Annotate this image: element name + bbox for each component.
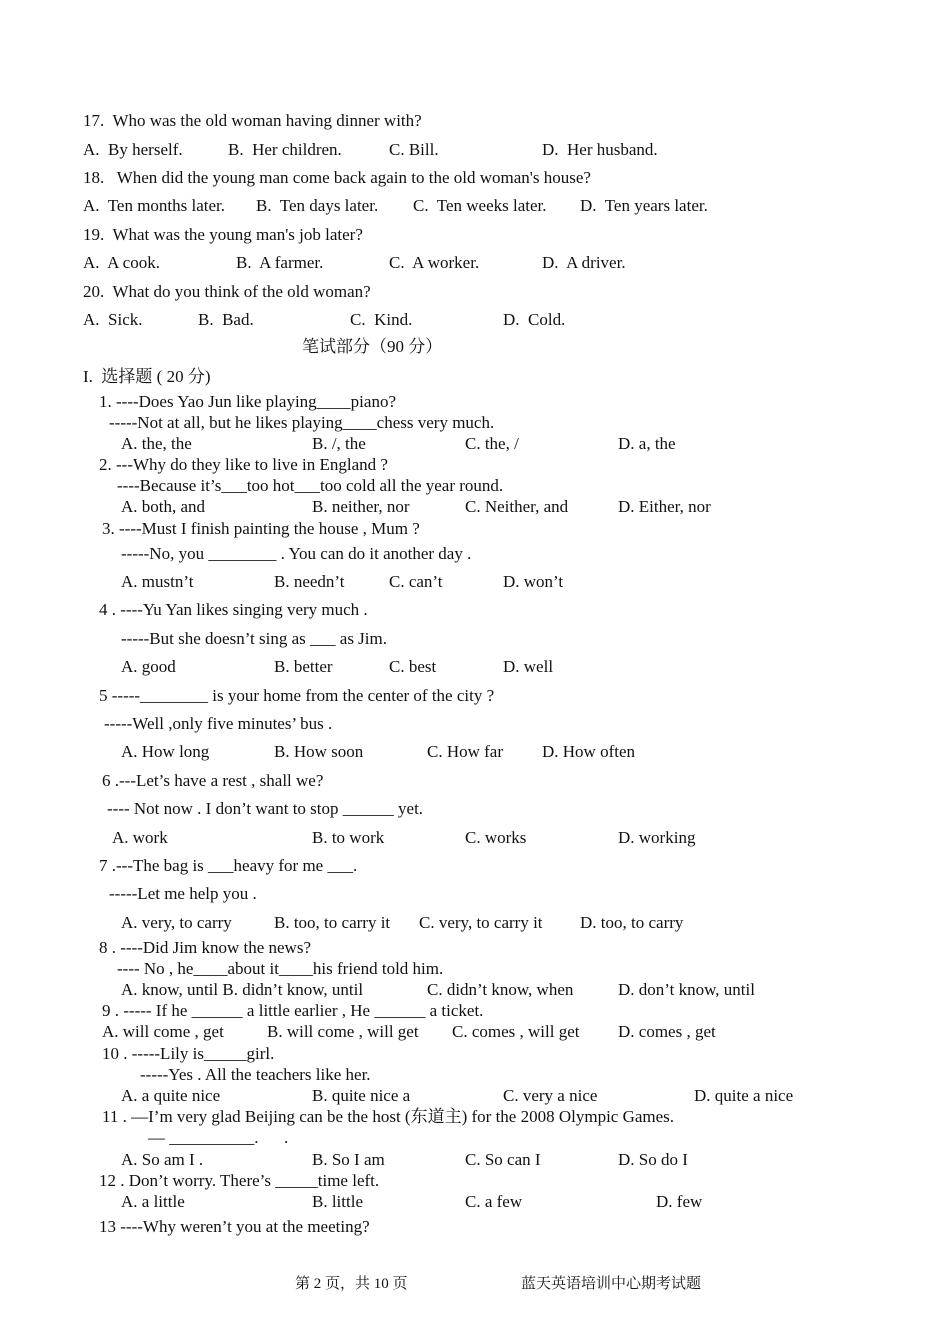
option-17a: A. By herself.	[83, 140, 183, 159]
mc3-option-c: C. can’t	[389, 572, 443, 591]
mc5-option-b: B. How soon	[274, 742, 364, 761]
mc4-option-a: A. good	[121, 657, 176, 676]
mc6-option-a: A. work	[112, 828, 168, 847]
mc13-line1: 13 ----Why weren’t you at the meeting?	[99, 1217, 370, 1236]
option-18c: C. Ten weeks later.	[413, 196, 547, 215]
mc3-option-d: D. won’t	[503, 572, 564, 591]
option-17b: B. Her children.	[228, 140, 342, 159]
mc11-option-c: C. So can I	[465, 1150, 541, 1169]
mc12-option-c: C. a few	[465, 1192, 523, 1211]
mc8-line2: ---- No , he____about it____his friend told him.	[117, 959, 444, 978]
mc7-option-b: B. too, to carry it	[274, 913, 391, 932]
mc5-option-c: C. How far	[427, 742, 504, 761]
mc11-line2: — __________. .	[148, 1128, 289, 1147]
mc12-option-b: B. little	[312, 1192, 363, 1211]
option-20b: B. Bad.	[198, 310, 254, 329]
option-18a: A. Ten months later.	[83, 196, 226, 215]
mc11-option-d: D. So do I	[618, 1150, 688, 1169]
mc10-option-c: C. very a nice	[503, 1086, 598, 1105]
mc3-option-b: B. needn’t	[274, 572, 345, 591]
mc9-option-c: C. comes , will get	[452, 1022, 580, 1041]
option-18b: B. Ten days later.	[256, 196, 379, 215]
mc5-option-d: D. How often	[542, 742, 636, 761]
mc4-option-d: D. well	[503, 657, 554, 676]
mc6-option-c: C. works	[465, 828, 527, 847]
option-17d: D. Her husband.	[542, 140, 658, 159]
mc12-option-a: A. a little	[121, 1192, 185, 1211]
mc11-line1: 11 . —I’m very glad Beijing can be the host (东道主) for the 2008 Olympic Games.	[102, 1107, 675, 1126]
option-20d: D. Cold.	[503, 310, 566, 329]
option-17c: C. Bill.	[389, 140, 439, 159]
mc4-option-b: B. better	[274, 657, 333, 676]
mc1-line1: 1. ----Does Yao Jun like playing____piano?	[99, 392, 396, 411]
mc11-option-a: A. So am I .	[121, 1150, 204, 1169]
mc6-option-b: B. to work	[312, 828, 385, 847]
mc7-line2: -----Let me help you .	[109, 884, 257, 903]
section-1-title: I. 选择题 ( 20 分)	[83, 367, 211, 386]
option-19c: C. A worker.	[389, 253, 480, 272]
mc2-option-b: B. neither, nor	[312, 497, 410, 516]
mc6-line1: 6 .---Let’s have a rest , shall we?	[102, 771, 324, 790]
mc1-option-c: C. the, /	[465, 434, 519, 453]
option-18d: D. Ten years later.	[580, 196, 708, 215]
option-19b: B. A farmer.	[236, 253, 324, 272]
mc8-option-d: D. don’t know, until	[618, 980, 755, 999]
mc12-line1: 12 . Don’t worry. There’s _____time left.	[99, 1171, 380, 1190]
mc1-option-d: D. a, the	[618, 434, 676, 453]
option-19a: A. A cook.	[83, 253, 160, 272]
mc2-option-d: D. Either, nor	[618, 497, 711, 516]
mc6-option-d: D. working	[618, 828, 696, 847]
question-17: 17. Who was the old woman having dinner with?	[83, 111, 422, 130]
mc1-line2: -----Not at all, but he likes playing____chess very much.	[109, 413, 495, 432]
mc10-option-d: D. quite a nice	[694, 1086, 794, 1105]
mc9-line1: 9 . ----- If he ______ a little earlier , He ______ a ticket.	[102, 1001, 484, 1020]
mc5-option-a: A. How long	[121, 742, 210, 761]
mc2-option-c: C. Neither, and	[465, 497, 569, 516]
footer-school-title: 蓝天英语培训中心期考试题	[521, 1276, 702, 1292]
mc10-option-b: B. quite nice a	[312, 1086, 411, 1105]
mc7-option-a: A. very, to carry	[121, 913, 232, 932]
mc11-option-b: B. So I am	[312, 1150, 385, 1169]
mc3-line2: -----No, you ________ . You can do it another day .	[121, 544, 472, 563]
mc9-option-b: B. will come , will get	[267, 1022, 419, 1041]
mc1-option-a: A. the, the	[121, 434, 192, 453]
option-20a: A. Sick.	[83, 310, 143, 329]
mc10-option-a: A. a quite nice	[121, 1086, 221, 1105]
mc9-option-d: D. comes , get	[618, 1022, 716, 1041]
mc4-option-c: C. best	[389, 657, 437, 676]
written-section-title: 笔试部分（90 分）	[302, 337, 443, 356]
question-18: 18. When did the young man come back again to the old woman's house?	[83, 168, 591, 187]
mc8-option-c: C. didn’t know, when	[427, 980, 574, 999]
mc2-line1: 2. ---Why do they like to live in England ?	[99, 455, 388, 474]
mc2-option-a: A. both, and	[121, 497, 206, 516]
mc8-line1: 8 . ----Did Jim know the news?	[99, 938, 311, 957]
mc1-option-b: B. /, the	[312, 434, 366, 453]
mc5-line1: 5 -----________ is your home from the center of the city ?	[99, 686, 495, 705]
question-19: 19. What was the young man's job later?	[83, 225, 363, 244]
mc9-option-a: A. will come , get	[102, 1022, 224, 1041]
mc10-line1: 10 . -----Lily is_____girl.	[102, 1044, 275, 1063]
mc4-line2: -----But she doesn’t sing as ___ as Jim.	[121, 629, 387, 648]
question-20: 20. What do you think of the old woman?	[83, 282, 371, 301]
mc3-option-a: A. mustn’t	[121, 572, 194, 591]
mc2-line2: ----Because it’s___too hot___too cold all the year round.	[117, 476, 504, 495]
mc7-option-d: D. too, to carry	[580, 913, 684, 932]
mc7-line1: 7 .---The bag is ___heavy for me ___.	[99, 856, 358, 875]
mc12-option-d: D. few	[656, 1192, 703, 1211]
mc5-line2: -----Well ,only five minutes’ bus .	[104, 714, 333, 733]
mc8-option-ab: A. know, until B. didn’t know, until	[121, 980, 364, 999]
mc10-line2: -----Yes . All the teachers like her.	[140, 1065, 371, 1084]
mc6-line2: ---- Not now . I don’t want to stop ______ yet.	[107, 799, 424, 818]
mc4-line1: 4 . ----Yu Yan likes singing very much .	[99, 600, 368, 619]
option-19d: D. A driver.	[542, 253, 626, 272]
page-number: 第 2 页，共 10 页	[295, 1276, 408, 1292]
option-20c: C. Kind.	[350, 310, 413, 329]
mc3-line1: 3. ----Must I finish painting the house , Mum ?	[102, 519, 420, 538]
mc7-option-c: C. very, to carry it	[419, 913, 543, 932]
